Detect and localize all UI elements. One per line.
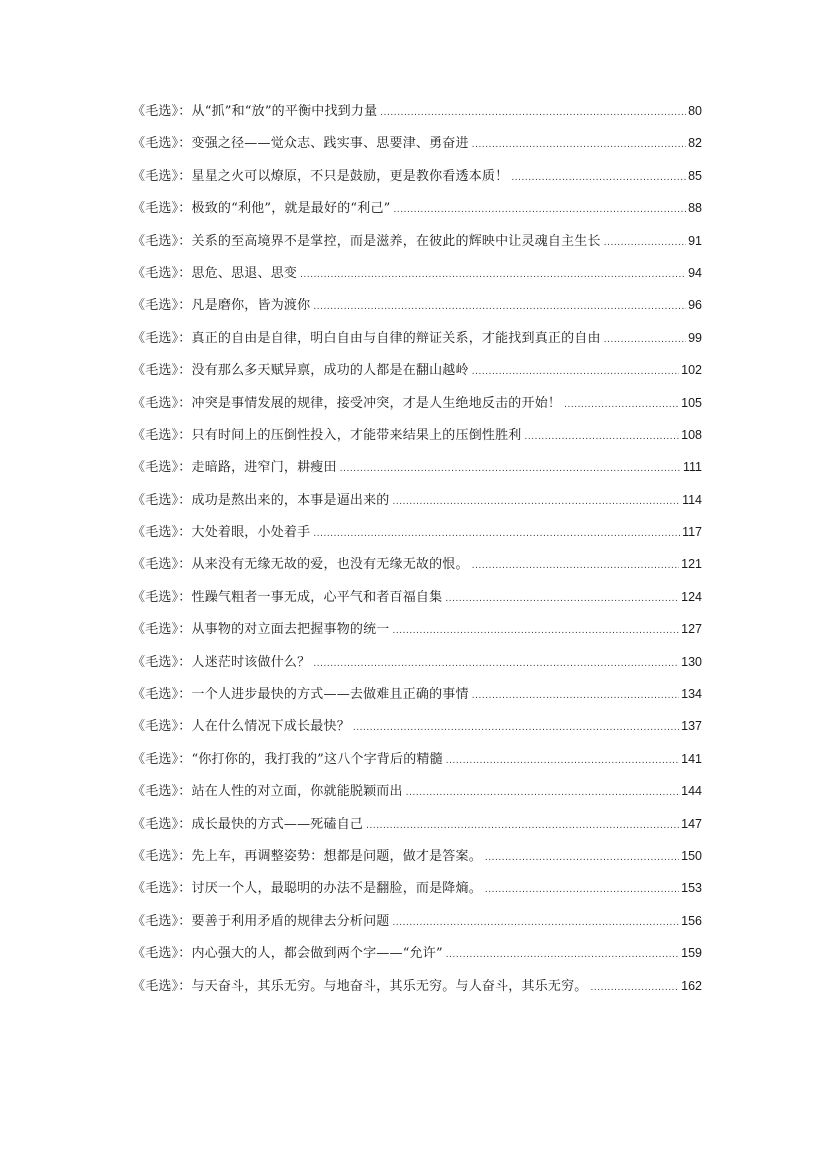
- toc-entry-title: 《毛选》：没有那么多天赋异禀，成功的人都是在翻山越岭: [132, 363, 469, 379]
- toc-entry-title: 《毛选》：一个人进步最快的方式——去做难且正确的事情: [132, 687, 469, 703]
- toc-entry[interactable]: [132, 943, 702, 975]
- toc-entry-title: 《毛选》：先上车，再调整姿势：想都是问题，做才是答案。: [132, 848, 482, 864]
- toc-entry[interactable]: [132, 587, 702, 619]
- toc-entry-page-number: 156: [681, 913, 702, 928]
- toc-entry[interactable]: [132, 166, 702, 198]
- toc-entry-page-number: 130: [681, 654, 702, 669]
- toc-entry-page-number: 162: [681, 978, 702, 993]
- toc-dot-leader: [366, 816, 679, 836]
- toc-entry-page-number: 121: [681, 557, 702, 572]
- toc-entry-page-number: 114: [682, 492, 702, 507]
- toc-entry-title: 《毛选》：成功是熬出来的，本事是逼出来的: [132, 492, 390, 508]
- toc-entry[interactable]: [132, 619, 702, 651]
- toc-entry[interactable]: [132, 878, 702, 910]
- toc-entry-title: 《毛选》：从事物的对立面去把握事物的统一: [132, 622, 390, 638]
- toc-entry-title: 《毛选》：从来没有无缘无故的爱，也没有无缘无故的恨。: [132, 557, 469, 573]
- toc-dot-leader: [485, 848, 679, 868]
- toc-entry[interactable]: [132, 231, 702, 263]
- toc-entry[interactable]: [132, 198, 702, 230]
- toc-entry-title: 《毛选》：内心强大的人，都会做到两个字——“允许”: [132, 946, 443, 962]
- toc-entry-title: 《毛选》：要善于利用矛盾的规律去分析问题: [132, 913, 390, 929]
- toc-entry-title: 《毛选》：人在什么情况下成长最快？: [132, 719, 350, 735]
- toc-entry-title: 《毛选》：从“抓”和“放”的平衡中找到力量: [132, 104, 378, 119]
- toc-dot-leader: [353, 718, 679, 738]
- toc-dot-leader: [446, 945, 679, 965]
- toc-entry[interactable]: [132, 133, 702, 165]
- toc-entry-title: 《毛选》：关系的至高境界不是掌控，而是滋养，在彼此的辉映中让灵魂自主生长: [132, 233, 601, 249]
- toc-entry-page-number: 88: [688, 201, 702, 216]
- toc-entry[interactable]: [132, 846, 702, 878]
- toc-entry[interactable]: [132, 554, 702, 586]
- toc-dot-leader: [393, 200, 686, 220]
- toc-entry[interactable]: [132, 716, 702, 748]
- toc-entry-title: 《毛选》：凡是磨你，皆为渡你: [132, 298, 311, 314]
- toc-entry-page-number: 80: [688, 104, 702, 118]
- toc-dot-leader: [604, 330, 686, 350]
- toc-entry-title: 《毛选》：站在人性的对立面，你就能脱颖而出: [132, 784, 403, 800]
- toc-entry-page-number: 108: [681, 427, 702, 442]
- toc-entry-page-number: 91: [688, 233, 702, 248]
- toc-dot-leader: [340, 459, 681, 479]
- toc-entry-title: 《毛选》：只有时间上的压倒性投入，才能带来结果上的压倒性胜利: [132, 427, 522, 443]
- toc-entry-page-number: 82: [688, 136, 702, 151]
- toc-dot-leader: [472, 686, 679, 706]
- toc-dot-leader: [380, 103, 686, 123]
- toc-entry-title: 《毛选》：星星之火可以燎原，不只是鼓励，更是教你看透本质！: [132, 168, 509, 184]
- toc-entry-page-number: 85: [688, 168, 702, 183]
- toc-dot-leader: [446, 751, 679, 771]
- toc-entry[interactable]: [132, 814, 702, 846]
- toc-entry-page-number: 137: [681, 719, 702, 734]
- toc-dot-leader: [591, 978, 680, 998]
- toc-entry-title: 《毛选》：人迷茫时该做什么？: [132, 654, 311, 670]
- toc-dot-leader: [300, 265, 686, 285]
- toc-entry-page-number: 117: [682, 525, 702, 540]
- toc-entry-title: 《毛选》：走暗路，进窄门，耕瘦田: [132, 460, 337, 476]
- toc-dot-leader: [313, 297, 686, 317]
- toc-entry-page-number: 141: [681, 751, 702, 766]
- toc-entry[interactable]: [132, 684, 702, 716]
- toc-entry-page-number: 111: [682, 460, 702, 475]
- toc-dot-leader: [604, 233, 686, 253]
- toc-dot-leader: [313, 524, 680, 544]
- toc-dot-leader: [313, 654, 679, 674]
- toc-entry-page-number: 134: [681, 687, 702, 702]
- toc-dot-leader: [445, 589, 679, 609]
- toc-entry[interactable]: [132, 393, 702, 425]
- toc-dot-leader: [485, 880, 679, 900]
- toc-entry[interactable]: [132, 652, 702, 684]
- toc-entry[interactable]: [132, 101, 702, 133]
- toc-entry[interactable]: [132, 295, 702, 327]
- toc-dot-leader: [393, 913, 680, 933]
- toc-entry-page-number: 144: [681, 784, 702, 799]
- toc-entry[interactable]: [132, 781, 702, 813]
- toc-entry-title: 《毛选》：讨厌一个人，最聪明的办法不是翻脸，而是降熵。: [132, 881, 482, 897]
- toc-entry[interactable]: [132, 328, 702, 360]
- toc-dot-leader: [525, 427, 680, 447]
- toc-dot-leader: [472, 362, 679, 382]
- toc-dot-leader: [472, 556, 679, 576]
- toc-entry[interactable]: [132, 911, 702, 943]
- toc-entry-page-number: 153: [681, 881, 702, 896]
- toc-entry-title: 《毛选》：“你打你的，我打我的”这八个字背后的精髓: [132, 751, 443, 767]
- toc-entry-title: 《毛选》：冲突是事情发展的规律，接受冲突，才是人生绝地反击的开始！: [132, 395, 562, 411]
- toc-entry[interactable]: [132, 522, 702, 554]
- toc-entry-page-number: 127: [681, 622, 702, 637]
- toc-dot-leader: [472, 135, 686, 155]
- toc-entry-page-number: 147: [681, 816, 702, 831]
- toc-entry-title: 《毛选》：变强之径——觉众志、践实事、思要津、勇奋进: [132, 136, 469, 152]
- toc-entry[interactable]: [132, 749, 702, 781]
- toc-dot-leader: [406, 783, 679, 803]
- toc-dot-leader: [393, 621, 680, 641]
- toc-dot-leader: [564, 395, 679, 415]
- toc-entry-page-number: 96: [688, 298, 702, 313]
- toc-entry-page-number: 124: [681, 589, 702, 604]
- toc-entry-page-number: 150: [681, 848, 702, 863]
- toc-entry-title: 《毛选》：成长最快的方式——死磕自己: [132, 816, 364, 832]
- toc-entry-title: 《毛选》：性躁气粗者一事无成，心平气和者百福自集: [132, 589, 443, 605]
- toc-dot-leader: [511, 168, 686, 188]
- toc-entry[interactable]: [132, 360, 702, 392]
- toc-entry[interactable]: [132, 976, 702, 1008]
- toc-entry-title: 《毛选》：与天奋斗，其乐无穷。与地奋斗，其乐无穷。与人奋斗，其乐无穷。: [132, 978, 588, 994]
- toc-entry-title: 《毛选》：真正的自由是自律，明白自由与自律的辩证关系，才能找到真正的自由: [132, 330, 601, 346]
- toc-entry[interactable]: [132, 425, 702, 457]
- toc-entry-page-number: 105: [681, 395, 702, 410]
- toc-entry-page-number: 99: [688, 330, 702, 345]
- toc-entry-title: 《毛选》：大处着眼，小处着手: [132, 525, 311, 541]
- table-of-contents: [132, 101, 702, 1008]
- toc-entry-page-number: 94: [688, 265, 702, 280]
- toc-entry-title: 《毛选》：思危、思退、思变: [132, 265, 298, 281]
- toc-entry-page-number: 102: [681, 363, 702, 378]
- toc-dot-leader: [393, 492, 681, 512]
- toc-entry[interactable]: [132, 263, 702, 295]
- toc-entry[interactable]: [132, 490, 702, 522]
- toc-entry-title: 《毛选》：极致的“利他”，就是最好的“利己”: [132, 201, 391, 217]
- toc-entry-page-number: 159: [681, 946, 702, 961]
- toc-entry[interactable]: [132, 457, 702, 489]
